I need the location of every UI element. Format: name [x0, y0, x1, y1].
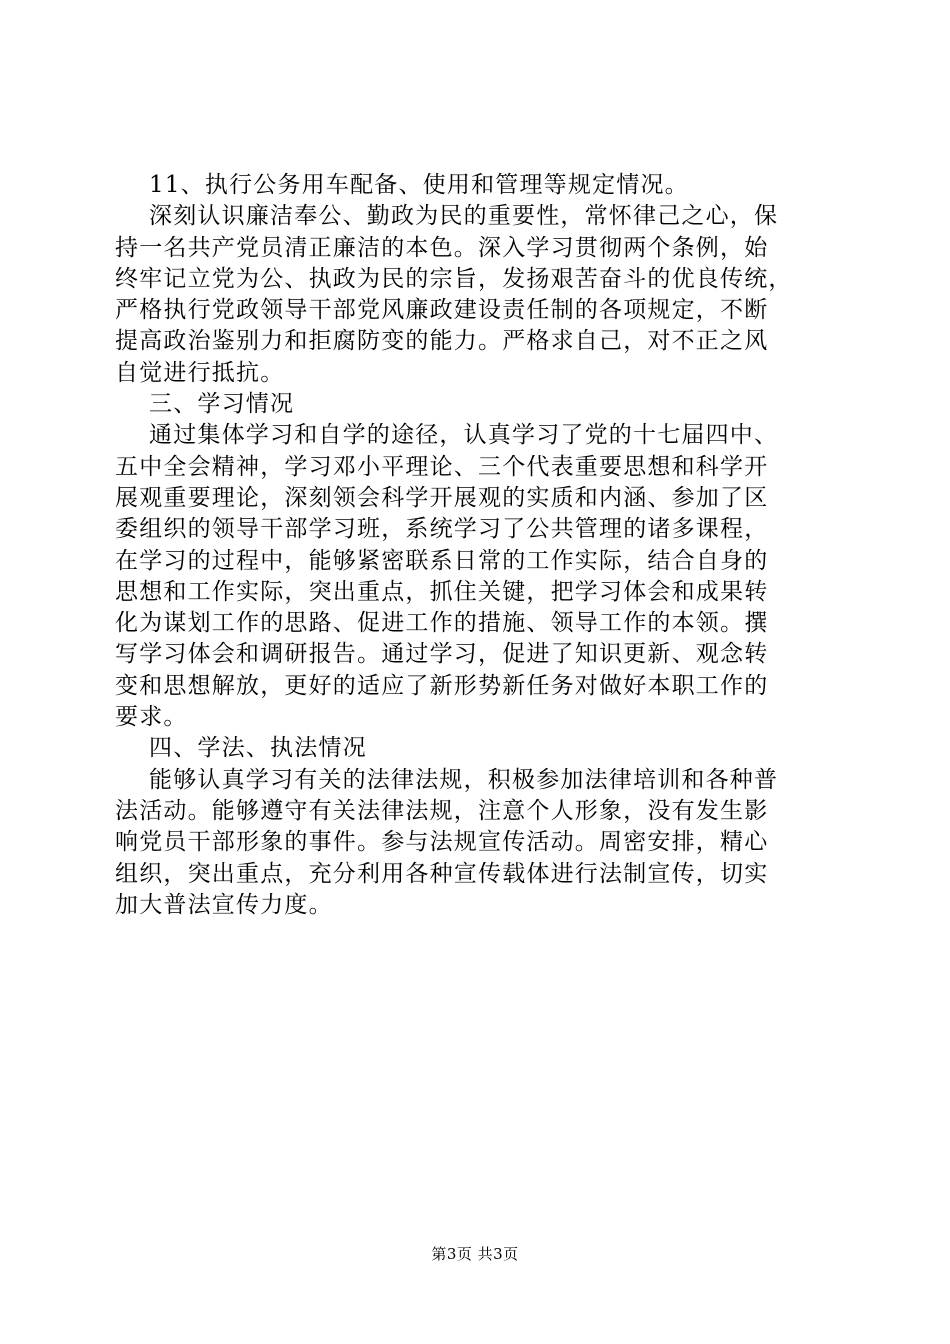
section-heading: 三、学习情况: [149, 391, 295, 418]
text-line: 终牢记立党为公、执政为民的宗旨，发扬艰苦奋斗的优良传统，: [115, 265, 793, 292]
text-line: 在学习的过程中，能够紧密联系日常的工作实际，结合自身的: [115, 547, 769, 574]
text-line: 委组织的领导干部学习班，系统学习了公共管理的诸多课程，: [115, 516, 769, 543]
text-line: 严格执行党政领导干部党风廉政建设责任制的各项规定，不断: [115, 297, 769, 324]
text-line: 能够认真学习有关的法律法规，积极参加法律培训和各种普: [149, 766, 779, 793]
text-line: 五中全会精神，学习邓小平理论、三个代表重要思想和科学开: [115, 453, 769, 480]
text-line: 化为谋划工作的思路、促进工作的措施、领导工作的本领。撰: [115, 610, 769, 637]
page-footer: 第3页 共3页: [431, 1245, 519, 1263]
text-line: 深刻认识廉洁奉公、勤政为民的重要性，常怀律己之心，保: [149, 203, 779, 230]
text-line: 变和思想解放，更好的适应了新形势新任务对做好本职工作的: [115, 672, 769, 699]
text-line: 组织，突出重点，充分利用各种宣传载体进行法制宣传，切实: [115, 860, 769, 887]
text-line: 思想和工作实际，突出重点，抓住关键，把学习体会和成果转: [115, 578, 769, 605]
text-line: 响党员干部形象的事件。参与法规宣传活动。周密安排，精心: [115, 829, 769, 856]
text-line: 11、执行公务用车配备、使用和管理等规定情况。: [149, 172, 689, 198]
text-line: 自觉进行抵抗。: [115, 359, 285, 386]
section-heading: 四、学法、执法情况: [149, 735, 367, 762]
text-line: 写学习体会和调研报告。通过学习，促进了知识更新、观念转: [115, 641, 769, 668]
text-line: 通过集体学习和自学的途径，认真学习了党的十七届四中、: [149, 422, 779, 449]
text-line: 要求。: [115, 704, 188, 731]
text-line: 法活动。能够遵守有关法律法规，注意个人形象，没有发生影: [115, 797, 769, 824]
document-body: [115, 170, 833, 921]
text-line: 持一名共产党员清正廉洁的本色。深入学习贯彻两个条例，始: [115, 234, 769, 261]
text-line: 加大普法宣传力度。: [115, 891, 333, 918]
text-line: 提高政治鉴别力和拒腐防变的能力。严格求自己，对不正之风: [115, 328, 769, 355]
text-line: 展观重要理论，深刻领会科学开展观的实质和内涵、参加了区: [115, 484, 769, 511]
